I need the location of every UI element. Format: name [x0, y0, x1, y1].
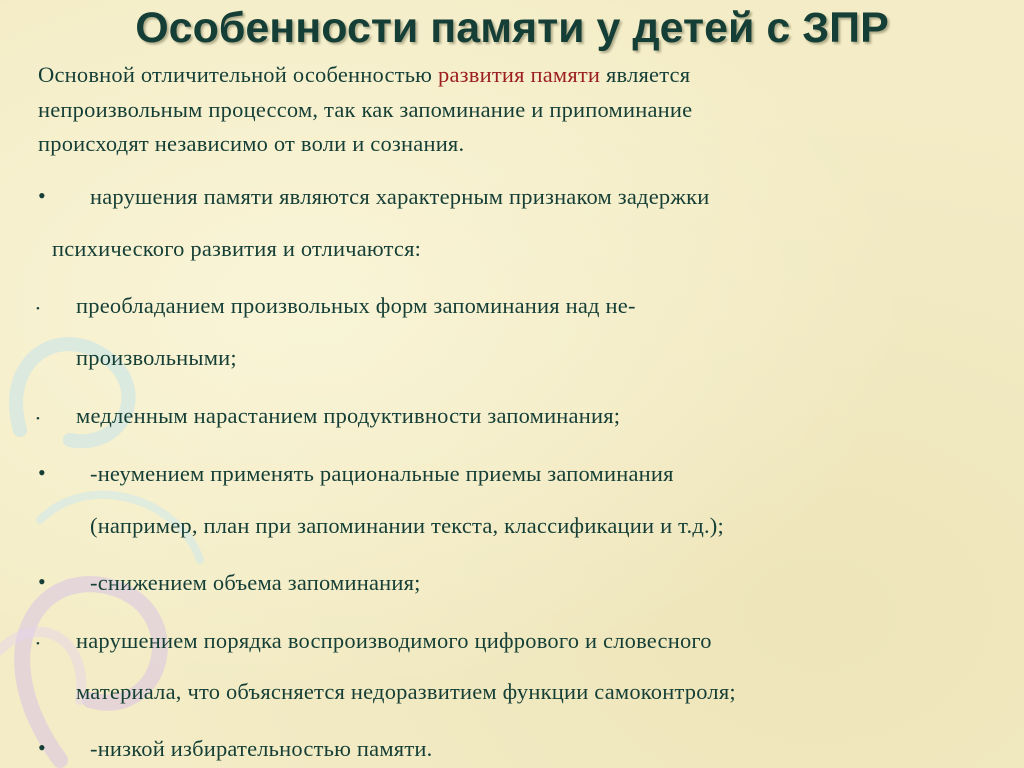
- intro-line-3: происходят независимо от воли и сознания.: [38, 131, 465, 156]
- intro-text-pre: Основной отличительной особенностью: [38, 62, 439, 87]
- bullet-icon: •: [38, 735, 46, 760]
- list-item-2-line-2: произвольными;: [76, 345, 237, 370]
- list-item-1-line-1: нарушения памяти являются характерным признаком задержки: [90, 184, 710, 209]
- intro-highlight: развития памяти: [438, 62, 601, 87]
- bullet-icon: •: [36, 303, 40, 315]
- list-item-6-line-2: материала, что объясняется недоразвитием функции самоконтроля;: [76, 679, 736, 704]
- bullet-icon: •: [38, 183, 46, 208]
- list-item-1-line-2: психического развития и отличаются:: [52, 236, 422, 261]
- bullet-icon: •: [36, 638, 40, 650]
- list-item-5-line-1: -снижением объема запоминания;: [90, 570, 421, 595]
- bullet-icon: •: [38, 460, 46, 485]
- list-item-4-line-1: -неумением применять рациональные приемы запоминания: [90, 461, 674, 486]
- intro-line-1: [38, 62, 690, 88]
- list-item-2-line-1: преобладанием произвольных форм запоминания над не-: [76, 293, 636, 318]
- list-item-7-line-1: -низкой избирательностью памяти.: [90, 736, 433, 761]
- list-item-6-line-1: нарушением порядка воспроизводимого цифрового и словесного: [76, 628, 712, 653]
- page-title: Особенности памяти у детей с ЗПР: [135, 4, 889, 52]
- bullet-icon: •: [38, 569, 46, 594]
- intro-line-2: непроизвольным процессом, так как запоминание и припоминание: [38, 97, 693, 122]
- intro-text-post: является: [600, 62, 691, 87]
- list-item-4-line-2: (например, план при запоминании текста, классификации и т.д.);: [90, 513, 724, 538]
- list-item-3-line-1: медленным нарастанием продуктивности запоминания;: [76, 403, 621, 428]
- bullet-icon: •: [36, 413, 40, 425]
